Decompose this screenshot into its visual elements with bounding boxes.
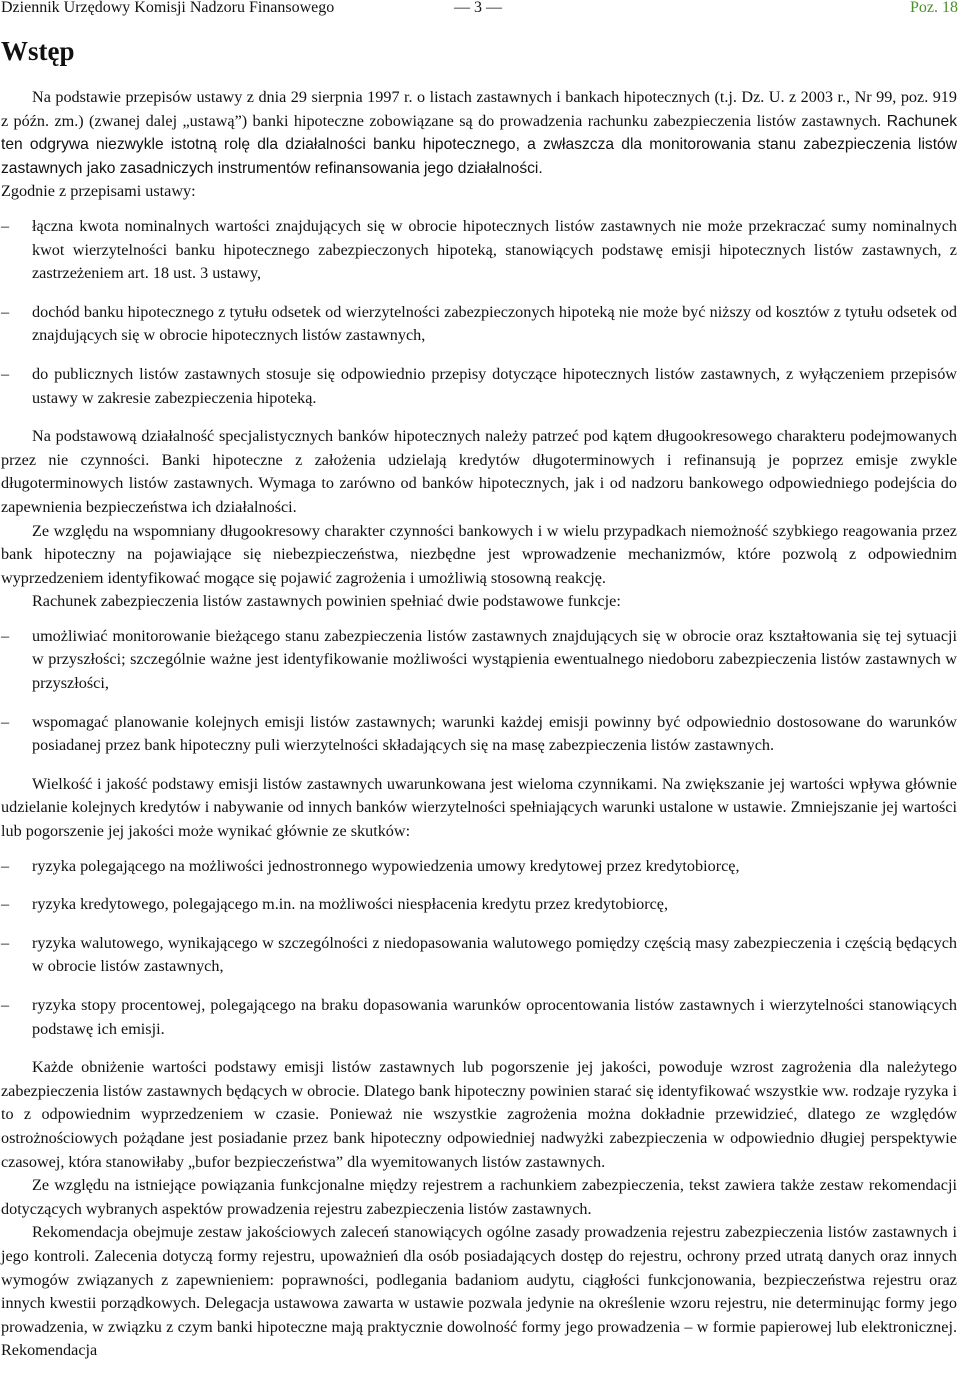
paragraph: Rekomendacja obejmuje zestaw jakościowych zaleceń stanowiących ogólne zasady prowadzenia rejestru zabezpieczenia listów zastawnych i jego kontroli. Zalecenia dotyczą formy rejestru, upoważnień dla osób posiadających dostęp do rejestru, ochrony przed utratą danych oraz innych wymogów związanych z zapewnieniem: poprawności, podlegania badaniom audytu, ciągłości funkcjonowania, bezpieczeństwa rejestru oraz innych kwestii porządkowych. Delegacja ustawowa zawarta w ustawie pozwala jedynie na określenie wzoru rejestru, nie determinując formy jego prowadzenia, w związku z czym banki hipoteczne mają praktycznie dowolność formy jego prowadzenia – w formie papierowej lub elektronicznej. Rekomendacja xyxy=(1,1223,957,1360)
list-item-text: wspomagać planowanie kolejnych emisji listów zastawnych; warunki każdej emisji powinny być odpowiednio dostosowane do warunków posiadanej przez bank hipoteczny puli wierzytelności składających się na masę zabezpieczenia listów zastawnych. xyxy=(32,712,957,755)
list-item-text: do publicznych listów zastawnych stosuje się odpowiednio przepisy dotyczące hipotecznych listów zastawnych, z wyłączeniem przepisów ustawy w zakresie zabezpieczenia hipoteką. xyxy=(32,364,957,407)
journal-title: Dziennik Urzędowy Komisji Nadzoru Finansowego xyxy=(1,0,335,16)
dash-bullet: – xyxy=(1,712,10,731)
dash-bullet: – xyxy=(1,364,10,383)
risks-list xyxy=(1,855,957,1042)
list-item-text: umożliwiać monitorowanie bieżącego stanu zabezpieczenia listów zastawnych znajdujących się w obrocie oraz kształtowania się tej sytuacji w przyszłości; szczególnie ważne jest identyfikowanie możliwości wystąpienia ewentualnego niedoboru zabezpieczenia listów zastawnych w przyszłości, xyxy=(32,626,957,693)
dash-bullet: – xyxy=(1,216,10,235)
running-header xyxy=(0,0,960,18)
dash-bullet: – xyxy=(1,895,10,914)
dash-bullet: – xyxy=(1,996,10,1014)
document-body xyxy=(1,86,957,1363)
intro-text-sans: Rachunek ten odgrywa niezwykle istotną rolę dla działalności banku hipotecznego, a zwłaszcza dla monitorowania stanu zabezpieczenia listów zastawnych jako zasadniczych instrumentów refinansowania jego działalności. xyxy=(1,112,957,177)
dash-bullet: – xyxy=(1,933,10,952)
list-item xyxy=(1,215,957,286)
dash-bullet: – xyxy=(1,302,10,321)
paragraph: Na podstawową działalność specjalistycznych banków hipotecznych należy patrzeć pod kątem długookresowego charakteru podejmowanych przez nie czynności. Banki hipoteczne z założenia udzielają kredytów długoterminowych i refinansują je poprzez emisje zwykle długoterminowych listów zastawnych. Wymaga to zarówno od banków hipotecznych, jak i od nadzoru bankowego odpowiedniego podejścia do zapewnienia bezpieczeństwa ich działalności. xyxy=(1,427,957,516)
list-item-text: dochód banku hipotecznego z tytułu odsetek od wierzytelności zabezpieczonych hipoteką nie może być niższy od kosztów z tytułu odsetek od znajdujących się w obrocie hipotecznych listów zastawnych, xyxy=(32,302,957,345)
paragraph: Ze względu na wspomniany długookresowy charakter czynności bankowych i w wielu przypadkach niemożność szybkiego reagowania przez bank hipoteczny na pojawiające się niebezpieczeństwa, niezbędne jest wprowadzenie mechanizmów, które pozwolą z odpowiednim wyprzedzeniem identyfikować mogące się pojawić zagrożenia i umożliwią stosowną reakcję. xyxy=(1,521,957,587)
list-item xyxy=(1,711,957,758)
list-item xyxy=(1,363,957,410)
section-title: Wstęp xyxy=(1,36,75,66)
list-item xyxy=(1,301,957,348)
list-item-text: ryzyka kredytowego, polegającego m.in. na możliwości niespłacenia kredytu przez kredytobiorcę, xyxy=(32,895,669,914)
dash-bullet: – xyxy=(1,626,10,645)
statute-lead: Zgodnie z przepisami ustawy: xyxy=(1,182,196,201)
position-number: Poz. 18 xyxy=(910,0,958,16)
list-item xyxy=(1,855,957,879)
intro-paragraph xyxy=(1,86,957,180)
list-item xyxy=(1,932,957,979)
list-item-text: ryzyka stopy procentowej, polegającego na braku dopasowania warunków oprocentowania listów zastawnych i wierzytelności stanowiących podstawę ich emisji. xyxy=(32,996,957,1038)
paragraph: Każde obniżenie wartości podstawy emisji listów zastawnych lub pogorszenie jej jakości, powoduje wzrost zagrożenia dla należytego zabezpieczenia listów zastawnych będących w obrocie. Dlatego bank hipoteczny powinien starać się identyfikować wszystkie ww. rodzaje ryzyka i to z odpowiednim wyprzedzeniem w czasie. Ponieważ nie wszystkie zagrożenia można dokładnie przewidzieć, dlatego ze względów ostrożnościowych pożądane jest posiadanie przez bank hipoteczny odpowiedniej nadwyżki zabezpieczenia w odpowiednio długiej perspektywie czasowej, która stanowiłaby „bufor bezpieczeństwa” dla wyemitowanych listów zastawnych. xyxy=(1,1058,957,1171)
list-item-text: ryzyka polegającego na możliwości jednostronnego wypowiedzenia umowy kredytowej przez kredytobiorcę, xyxy=(32,856,740,875)
list-item-text: ryzyka walutowego, wynikającego w szczególności z niedopasowania walutowego pomiędzy częścią masy zabezpieczenia i częścią będących w obrocie listów zastawnych, xyxy=(32,933,957,976)
functions-list xyxy=(1,625,957,758)
list-item xyxy=(1,994,957,1041)
paragraph: Ze względu na istniejące powiązania funkcjonalne między rejestrem a rachunkiem zabezpieczenia, tekst zawiera także zestaw rekomendacji dotyczących wybranych aspektów prowadzenia rejestru zabezpieczenia listów zastawnych. xyxy=(1,1176,957,1218)
dash-bullet: – xyxy=(1,856,10,875)
page-number: — 3 — xyxy=(454,0,502,16)
paragraph: Wielkość i jakość podstawy emisji listów zastawnych uwarunkowana jest wieloma czynnikami. Na zwiększanie jej wartości wpływa głównie udzielanie kolejnych kredytów i nabywanie od innych banków wierzytelności spełniających warunki ustalone w ustawie. Zmniejszanie jej wartości lub pogorszenie jej jakości może wynikać głównie ze skutków: xyxy=(1,774,957,841)
list-item xyxy=(1,893,957,917)
paragraph: Rachunek zabezpieczenia listów zastawnych powinien spełniać dwie podstawowe funkcje: xyxy=(32,592,621,611)
intro-text: Na podstawie przepisów ustawy z dnia 29 sierpnia 1997 r. o listach zastawnych i bankach hipotecznych (t.j. Dz. U. z 2003 r., Nr 99, poz. 919 z późn. zm.) (zwanej dalej „ustawą”) banki hipoteczne zobowiązane są do prowadzenia rachunku zabezpieczenia listów zastawnych. xyxy=(1,88,957,130)
list-item xyxy=(1,625,957,696)
list-item-text: łączna kwota nominalnych wartości znajdujących się w obrocie hipotecznych listów zastawnych nie może przekraczać sumy nominalnych kwot wierzytelności banku hipotecznego zabezpieczonych hipoteką, stanowiących podstawę emisji hipotecznych listów zastawnych, z zastrzeżeniem art. 18 ust. 3 ustawy, xyxy=(32,216,957,283)
statute-list xyxy=(1,215,957,410)
